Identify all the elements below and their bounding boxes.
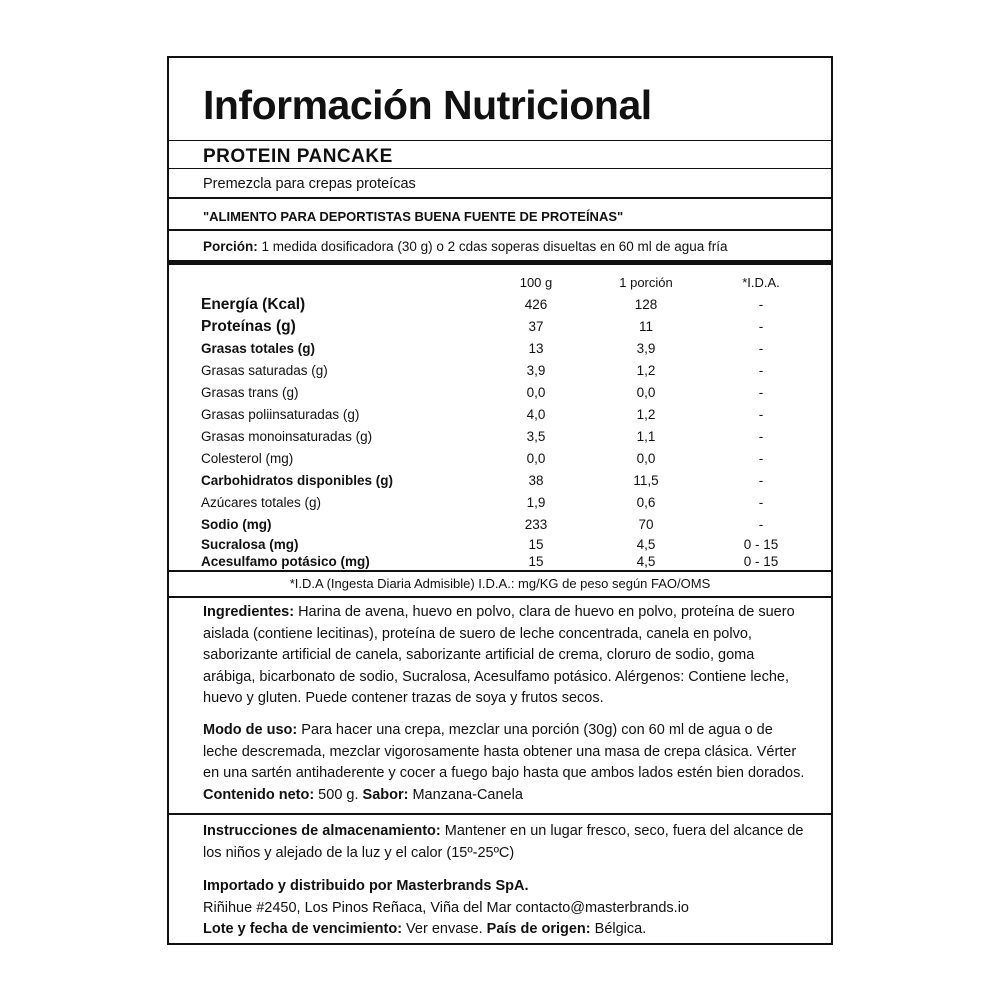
usage-label: Modo de uso: [203,722,298,738]
lot-value: Ver envase. [402,921,487,937]
value-100g: 4,0 [526,407,546,422]
column-header-nutrient [201,272,501,294]
importer-label: Importado y distribuido por Masterbrands SpA. [203,878,529,894]
table-row [201,294,801,316]
value-ida: - [758,319,764,334]
ingredients-section [203,602,808,710]
nutrient-name: Colesterol (mg) [201,451,294,466]
value-portion: 0,0 [636,385,656,400]
table-row [201,404,801,426]
ingredients-label: Ingredientes: [203,604,295,620]
divider [169,197,831,199]
portion-label: Porción: [203,239,258,254]
value-ida: - [758,385,764,400]
value-ida: 0 - 15 [743,554,779,569]
nutrition-label [167,56,833,945]
product-name: PROTEIN PANCAKE [203,146,393,167]
portion-line [203,239,728,254]
value-ida: - [758,363,764,378]
nutrient-name: Sodio (mg) [201,517,272,532]
storage-text: Mantener en un lugar fresco, seco, fuera del alcance de los niños y alejado de la luz y el calor (15º-25ºC) [203,823,804,861]
value-100g: 233 [524,517,548,532]
ida-footnote: *I.D.A (Ingesta Diaria Admisible) I.D.A.: mg/KG de peso según FAO/OMS [289,576,711,591]
value-portion: 11 [638,319,653,334]
nutrient-name: Grasas trans (g) [201,385,299,400]
divider [169,570,831,572]
table-row [201,553,801,570]
lot-origin-line [203,919,808,941]
origin-value: Bélgica. [590,921,647,937]
value-ida: - [758,407,764,422]
value-100g: 1,9 [526,495,546,510]
ingredients-text: Harina de avena, huevo en polvo, clara de huevo en polvo, proteína de suero aislada (contiene lecitinas), proteína de suero de leche concentrada, canela en polvo, saborizante artificial de canela, saborizante artificial de crema, cloruro de sodio, goma arábiga, bicarbonato de sodio, Sucralosa, Acesulfamo potásico. Alérgenos: Contiene leche, huevo y gluten. Puede contener trazas de soya y frutos secos. [203,604,795,706]
value-portion: 4,5 [636,554,656,569]
divider [169,229,831,231]
importer-line [203,876,808,898]
table-row [201,338,801,360]
value-ida: - [758,297,764,312]
table-row [201,470,801,492]
usage-text: Para hacer una crepa, mezclar una porción (30g) con 60 ml de agua o de leche descremada, mezclar vigorosamente hasta obtener una masa de crepa clásica. Vérter en una sartén antihaderente y cocer a fuego bajo hasta que ambos lados estén bien dorados. [203,722,805,781]
value-ida: - [758,451,764,466]
nutrient-name: Sucralosa (mg) [201,537,299,552]
value-portion: 0,0 [636,451,656,466]
value-100g: 0,0 [526,451,546,466]
nutrient-name: Energía (Kcal) [201,296,306,313]
value-portion: 11,5 [633,473,659,488]
table-row [201,448,801,470]
table-row [201,492,801,514]
value-ida: - [758,429,764,444]
value-portion: 128 [634,297,658,312]
value-portion: 0,6 [636,495,656,510]
value-ida: - [758,473,764,488]
nutrient-name: Acesulfamo potásico (mg) [201,554,370,569]
table-row [201,316,801,338]
net-content-label: Contenido neto: [203,786,315,803]
value-portion: 4,5 [636,537,656,552]
divider [169,813,831,815]
value-ida: - [758,517,764,532]
column-header-100g: 100 g [519,275,553,290]
table-row [201,536,801,553]
nutrient-name: Carbohidratos disponibles (g) [201,473,394,488]
nutrient-name: Grasas saturadas (g) [201,363,328,378]
value-100g: 15 [528,554,544,569]
value-ida: - [758,341,764,356]
value-portion: 70 [638,517,654,532]
value-ida: 0 - 15 [743,537,779,552]
portion-value: 1 medida dosificadora (30 g) o 2 cdas soperas disueltas en 60 ml de agua fría [261,239,728,254]
column-header-ida: *I.D.A. [742,275,780,290]
value-100g: 13 [528,341,544,356]
value-portion: 3,9 [636,341,656,356]
product-description: Premezcla para crepas proteícas [203,176,416,192]
value-portion: 1,2 [636,407,656,422]
value-100g: 0,0 [526,385,546,400]
table-row [201,360,801,382]
flavor-value: Manzana-Canela [408,786,523,803]
divider [169,140,831,141]
usage-section [203,720,808,806]
label-title: Información Nutricional [203,82,652,128]
value-100g: 3,9 [526,363,546,378]
value-100g: 426 [524,297,548,312]
nutrient-name: Azúcares totales (g) [201,495,322,510]
nutrient-name: Grasas poliinsaturadas (g) [201,407,360,422]
table-row [201,514,801,536]
value-100g: 37 [528,319,544,334]
flavor-label: Sabor: [362,786,409,803]
value-100g: 15 [528,537,544,552]
product-claim: "ALIMENTO PARA DEPORTISTAS BUENA FUENTE DE PROTEÍNAS" [203,209,624,224]
divider [169,596,831,598]
value-portion: 1,2 [636,363,656,378]
divider [169,168,831,169]
table-row [201,426,801,448]
importer-address: Riñihue #2450, Los Pinos Reñaca, Viña del Mar contacto@masterbrands.io [203,899,689,916]
origin-label: País de origen: [486,921,591,937]
value-100g: 38 [528,473,544,488]
nutrition-table [201,272,801,570]
thick-divider [169,260,831,265]
net-content-value: 500 g. [314,786,363,803]
nutrient-name: Grasas totales (g) [201,341,316,356]
storage-label: Instrucciones de almacenamiento: [203,823,441,839]
table-header-row [201,272,801,294]
value-100g: 3,5 [526,429,546,444]
column-header-portion: 1 porción [619,275,673,290]
table-row [201,382,801,404]
importer-section [203,876,808,941]
value-portion: 1,1 [636,429,656,444]
nutrient-name: Grasas monoinsaturadas (g) [201,429,373,444]
value-ida: - [758,495,764,510]
nutrient-name: Proteínas (g) [201,318,296,335]
storage-section [203,821,808,864]
lot-label: Lote y fecha de vencimiento: [203,921,403,937]
